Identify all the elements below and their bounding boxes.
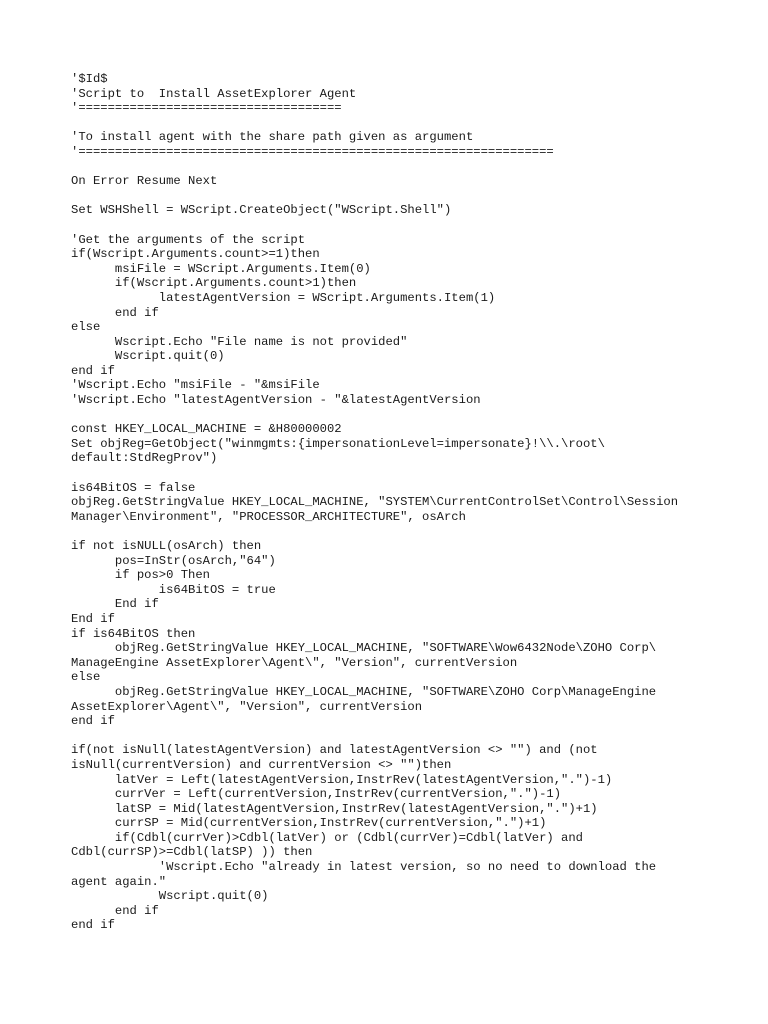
- code-line: if(Wscript.Arguments.count>1)then: [71, 276, 357, 291]
- code-line: '$Id$: [71, 72, 108, 86]
- code-line: [71, 408, 678, 423]
- code-line: else: [71, 670, 101, 685]
- code-line: Set WSHShell = WScript.CreateObject("WScript.Shell"): [71, 203, 452, 218]
- code-line: isNull(currentVersion) and currentVersion <> "")then: [71, 757, 452, 772]
- code-line: end if: [71, 903, 159, 918]
- code-line: end if: [71, 363, 115, 378]
- code-line: 'Wscript.Echo "already in latest version, so no need to download the: [71, 860, 657, 875]
- code-line: Wscript.quit(0): [71, 889, 269, 904]
- code-line: if pos>0 Then: [71, 568, 210, 583]
- code-line: [71, 729, 678, 744]
- code-line: 'Wscript.Echo "msiFile - "&msiFile: [71, 378, 320, 393]
- code-line: if(Cdbl(currVer)>Cdbl(latVer) or (Cdbl(currVer)=Cdbl(latVer) and: [71, 830, 583, 845]
- code-line: Set objReg=GetObject("winmgmts:{impersonationLevel=impersonate}!\\.\root\: [71, 436, 605, 451]
- code-line: 'Get the arguments of the script: [71, 232, 306, 247]
- code-line: [71, 524, 678, 539]
- code-line: objReg.GetStringValue HKEY_LOCAL_MACHINE, "SYSTEM\CurrentControlSet\Control\Session: [71, 495, 679, 510]
- code-line: default:StdRegProv"): [71, 451, 218, 466]
- code-line: is64BitOS = false: [71, 480, 196, 495]
- code-line: On Error Resume Next: [71, 174, 218, 189]
- code-line: 'Wscript.Echo "latestAgentVersion - "&latestAgentVersion: [71, 393, 481, 408]
- code-line: End if: [71, 611, 115, 626]
- code-line: pos=InStr(osArch,"64"): [71, 553, 276, 568]
- code-line: [71, 218, 678, 233]
- code-line: if(Wscript.Arguments.count>=1)then: [71, 247, 320, 262]
- code-line: currVer = Left(currentVersion,InstrRev(currentVersion,".")-1): [71, 787, 562, 802]
- code-line: is64BitOS = true: [71, 582, 276, 597]
- code-line: [71, 189, 678, 204]
- code-line: End if: [71, 597, 159, 612]
- code-line: else: [71, 320, 101, 335]
- code-line: ManageEngine AssetExplorer\Agent\", "Version", currentVersion: [71, 655, 518, 670]
- code-line: end if: [71, 918, 115, 933]
- code-line: AssetExplorer\Agent\", "Version", currentVersion: [71, 699, 423, 714]
- code-line: Wscript.Echo "File name is not provided": [71, 334, 408, 349]
- code-line: [71, 160, 678, 175]
- code-line: if is64BitOS then: [71, 626, 196, 641]
- code-line: end if: [71, 714, 115, 729]
- code-line: '=================================================================: [71, 144, 554, 159]
- code-line: if not isNULL(osArch) then: [71, 539, 262, 553]
- code-line: [71, 466, 678, 481]
- script-listing: [71, 72, 678, 933]
- code-line: latVer = Left(latestAgentVersion,InstrRev(latestAgentVersion,".")-1): [71, 772, 613, 787]
- code-line: if(not isNull(latestAgentVersion) and latestAgentVersion <> "") and (not: [71, 743, 598, 758]
- code-line: latestAgentVersion = WScript.Arguments.Item(1): [71, 290, 496, 305]
- code-line: '====================================: [71, 101, 342, 116]
- code-line: const HKEY_LOCAL_MACHINE = &H80000002: [71, 422, 342, 437]
- code-line: agent again.": [71, 874, 167, 889]
- code-line: msiFile = WScript.Arguments.Item(0): [71, 261, 371, 276]
- code-line: Manager\Environment", "PROCESSOR_ARCHITECTURE", osArch: [71, 509, 466, 524]
- code-line: currSP = Mid(currentVersion,InstrRev(currentVersion,".")+1): [71, 816, 547, 831]
- code-line: 'To install agent with the share path given as argument: [71, 130, 474, 145]
- code-line: Cdbl(currSP)>=Cdbl(latSP) )) then: [71, 845, 313, 860]
- code-line: objReg.GetStringValue HKEY_LOCAL_MACHINE, "SOFTWARE\ZOHO Corp\ManageEngine: [71, 684, 657, 699]
- code-line: end if: [71, 305, 159, 320]
- code-line: [71, 116, 678, 131]
- code-line: latSP = Mid(latestAgentVersion,InstrRev(latestAgentVersion,".")+1): [71, 801, 598, 816]
- code-line: 'Script to Install AssetExplorer Agent: [71, 86, 357, 101]
- code-line: Wscript.quit(0): [71, 349, 225, 364]
- code-line: objReg.GetStringValue HKEY_LOCAL_MACHINE, "SOFTWARE\Wow6432Node\ZOHO Corp\: [71, 641, 657, 656]
